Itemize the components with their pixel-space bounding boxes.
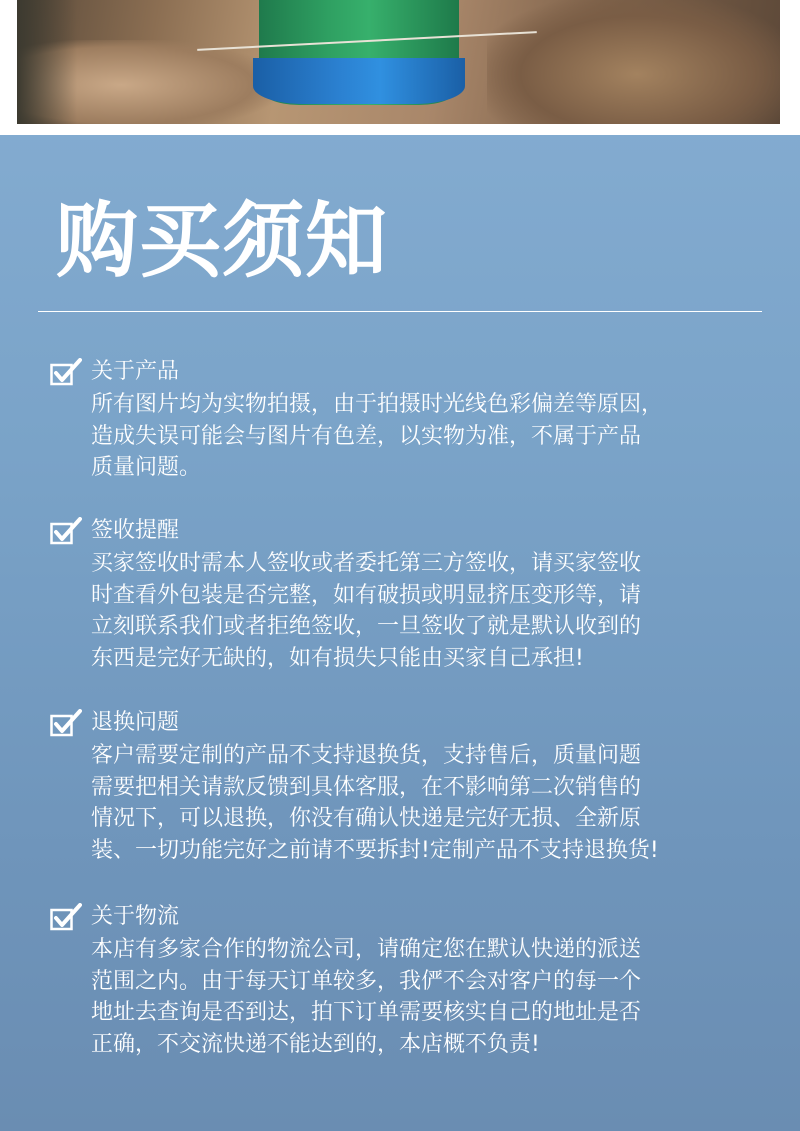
body-line: 地址去查询是否到达，拍下订单需要核实自己的地址是否 [91,1000,642,1025]
body-line: 正确，不交流快递不能达到的，本店概不负责! [91,1031,540,1057]
page-title: 购买须知 [56,194,389,289]
checkbox-check-icon [50,709,82,737]
checkbox-check-icon [50,903,82,931]
body-line: 质量问题。 [91,455,202,480]
section-body [91,740,771,866]
body-line: 范围之内。由于每天订单较多，我俨不会对客户的每一个 [91,968,642,994]
body-line: 本店有多家合作的物流公司，请确定您在默认快递的派送 [91,937,642,962]
checkbox-check-icon [50,358,82,386]
body-line: 客户需要定制的产品不支持退换货，支持售后，质量问题 [91,743,642,768]
body-line: 东西是完好无缺的，如有损失只能由买家自己承担! [91,645,584,671]
section-signing [50,516,770,674]
checkbox-check-icon [50,517,82,545]
section-title: 关于物流 [91,904,180,929]
section-logistics [50,902,770,1060]
body-line: 买家签收时需本人签收或者委托第三方签收，请买家签收 [91,551,642,576]
title-divider [38,311,762,312]
section-body [91,934,771,1060]
section-body [91,389,771,484]
section-title: 签收提醒 [91,518,180,543]
section-product [50,357,770,484]
top-photo-frame [0,0,800,135]
body-line: 需要把相关请款反馈到具体客服，在不影响第二次销售的 [91,774,642,800]
product-photo [17,0,780,124]
body-line: 时查看外包装是否完整，如有破损或明显挤压变形等，请 [91,582,642,608]
body-line: 装、一切功能完好之前请不要拆封!定制产品不支持退换货! [91,837,659,863]
body-line: 造成失误可能会与图片有色差，以实物为准，不属于产品 [91,423,642,449]
body-line: 所有图片均为实物拍摄，由于拍摄时光线色彩偏差等原因， [91,392,664,417]
section-returns [50,708,770,866]
body-line: 情况下，可以退换，你没有确认快递是完好无损、全新原 [91,806,642,831]
section-body [91,548,771,674]
section-title: 关于产品 [91,359,180,384]
section-title: 退换问题 [91,710,180,735]
body-line: 立刻联系我们或者拒绝签收，一旦签收了就是默认收到的 [91,614,642,639]
